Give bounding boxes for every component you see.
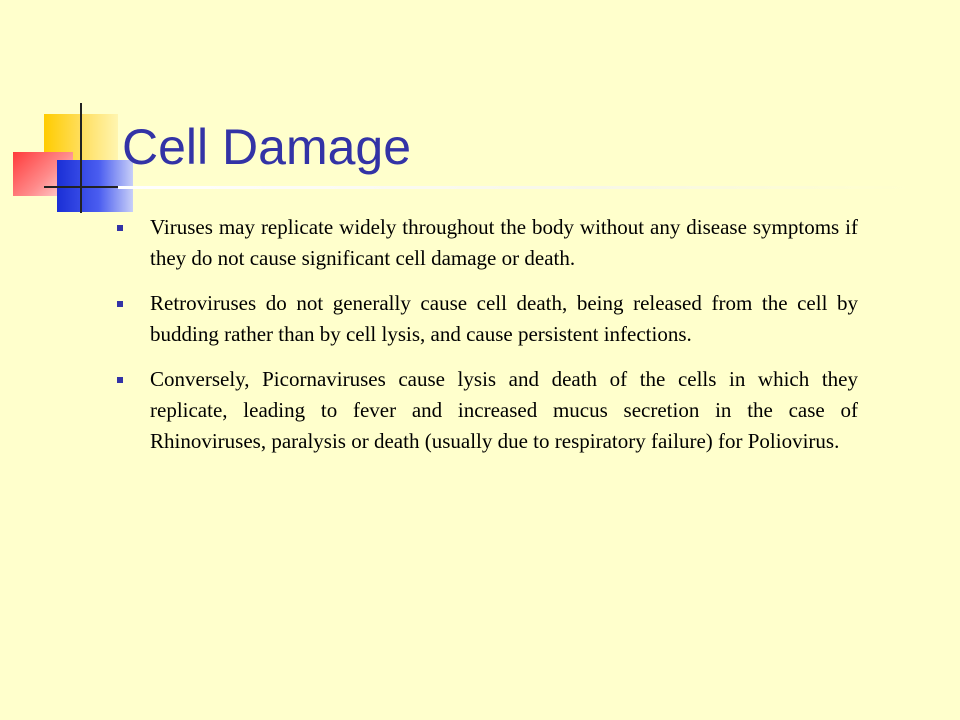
bullet-item (114, 364, 858, 457)
decorative-short-horizontal-line (44, 186, 124, 188)
slide-title: Cell Damage (122, 119, 412, 175)
title-underline (118, 186, 912, 189)
square-bullet-icon (117, 225, 123, 231)
square-bullet-icon (117, 301, 123, 307)
bullet-list (114, 212, 858, 471)
bullet-text: Retroviruses do not generally cause cell death, being released from the cell by budding rather than by cell lysis, and cause persistent infections. (150, 291, 858, 346)
decorative-vertical-line (80, 103, 82, 213)
bullet-text: Conversely, Picornaviruses cause lysis and death of the cells in which they replicate, leading to fever and increased mucus secretion in the case of Rhinoviruses, paralysis or death (usually due to respiratory failure) for Poliovirus. (150, 367, 858, 453)
bullet-text: Viruses may replicate widely throughout the body without any disease symptoms if they do not cause significant cell damage or death. (150, 215, 858, 270)
square-bullet-icon (117, 377, 123, 383)
bullet-item (114, 212, 858, 274)
bullet-item (114, 288, 858, 350)
